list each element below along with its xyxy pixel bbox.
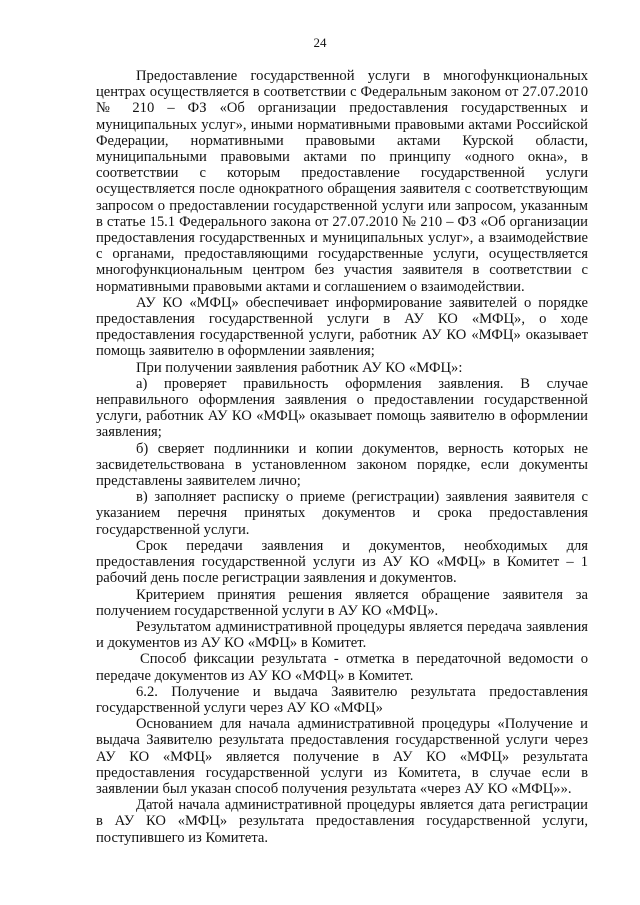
paragraph-decision-criterion: Критерием принятия решения является обращение заявителя за получением государственной услуги в АУ КО «МФЦ». bbox=[96, 586, 588, 619]
paragraph-mfc-legal-basis: Предоставление государственной услуги в многофункциональных центрах осуществляется в соответствии с Федеральным законом от 27.07.2010 № 210 – ФЗ «Об организации предоставления государственных и муниципальных услуг», иными нормативными правовыми актами Российской Федерации, нормативными правовыми актами Курской области, муниципальными правовыми актами по принципу «одного окна», в соответствии с которым предоставление государственной услуги осуществляется после однократного обращения заявителя с соответствующим запросом о предоставлении государственной услуги или запросом, указанным в статье 15.1 Федерального закона от 27.07.2010 № 210 – ФЗ «Об организации предоставления государственных и муниципальных услуг», а взаимодействие с органами, предоставляющими государственные услуги, осуществляется многофункциональным центром без участия заявителя в соответствии с нормативными правовыми актами и соглашением о взаимодействии. bbox=[96, 68, 588, 295]
section-heading-6-2: 6.2. Получение и выдача Заявителю результата предоставления государственной услуги через АУ КО «МФЦ» bbox=[96, 683, 588, 716]
paragraph-procedure-start-date: Датой начала административной процедуры является дата регистрации в АУ КО «МФЦ» результата предоставления государственной услуги, поступившего из Комитета. bbox=[96, 797, 588, 846]
paragraph-mfc-informing: АУ КО «МФЦ» обеспечивает информирование заявителей о порядке предоставления государственной услуги в АУ КО «МФЦ», о ходе предоставления государственной услуги, работник АУ КО «МФЦ» оказывает помощь заявителю в оформлении заявления; bbox=[96, 294, 588, 360]
paragraph-receiving-application: При получении заявления работник АУ КО «МФЦ»: bbox=[136, 359, 463, 376]
paragraph-item-b: б) сверяет подлинники и копии документов, верность которых не засвидетельствована в установленном законом порядке, если документы представлены заявителем лично; bbox=[96, 440, 588, 490]
paragraph-fixation-method: Способ фиксации результата - отметка в передаточной ведомости о передаче документов из АУ КО «МФЦ» в Комитет. bbox=[96, 651, 588, 684]
page-number: 24 bbox=[313, 35, 327, 50]
paragraph-procedure-result: Результатом административной процедуры является передача заявления и документов из АУ КО «МФЦ» в Комитет. bbox=[96, 618, 588, 652]
paragraph-item-a: а) проверяет правильность оформления заявления. В случае неправильного оформления заявления о предоставлении государственной услуги, работник АУ КО «МФЦ» оказывает помощь заявителю в оформлении заявления; bbox=[96, 375, 588, 441]
document-body bbox=[96, 68, 588, 846]
paragraph-item-v: в) заполняет расписку о приеме (регистрации) заявления заявителя с указанием перечня принятых документов и срока предоставления государственной услуги. bbox=[96, 489, 588, 538]
paragraph-transfer-deadline: Срок передачи заявления и документов, необходимых для предоставления государственной услуги из АУ КО «МФЦ» в Комитет – 1 рабочий день после регистрации заявления и документов. bbox=[96, 537, 588, 587]
paragraph-procedure-basis: Основанием для начала административной процедуры «Получение и выдача Заявителю результата предоставления государственной услуги через АУ КО «МФЦ» является получение в АУ КО «МФЦ» результата предоставления государственной услуги из Комитета, в случае если в заявлении был указан способ получения результата «через АУ КО «МФЦ»». bbox=[96, 716, 588, 797]
